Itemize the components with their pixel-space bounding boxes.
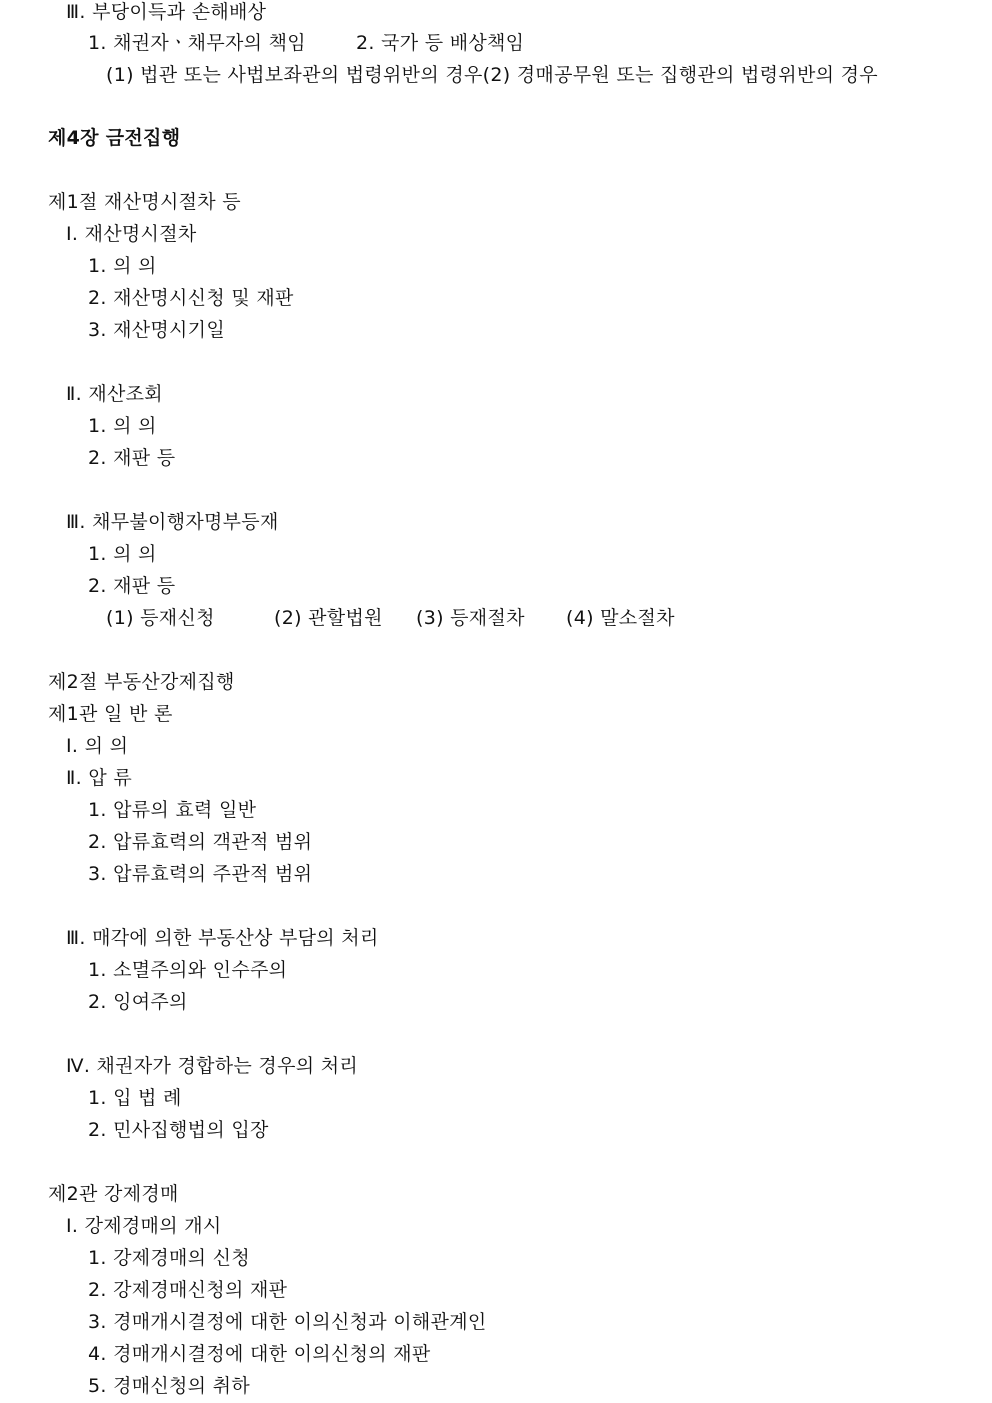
item-seizure-objective-scope: 2. 압류효력의 객관적 범위 (88, 831, 313, 853)
item-seizure-effect-general: 1. 압류의 효력 일반 (88, 799, 257, 821)
heading-meaning: Ⅰ. 의 의 (66, 735, 129, 757)
item-judgment: 2. 재판 등 (88, 447, 176, 469)
item-auction-application-judgment: 2. 강제경매신청의 재판 (88, 1279, 288, 1301)
subitem-judge-violation: (1) 법관 또는 사법보좌관의 법령위반의 경우(2) 경매공무원 또는 집행관의 법령위반의 경우 (106, 64, 878, 86)
heading-seizure: Ⅱ. 압 류 (66, 767, 132, 789)
chapter-title: 제4장 금전집행 (48, 127, 181, 149)
item-extinction-assumption: 1. 소멸주의와 인수주의 (88, 959, 288, 981)
heading-burden-treatment: Ⅲ. 매각에 의한 부동산상 부담의 처리 (66, 927, 379, 949)
heading-defaulter-registry: Ⅲ. 채무불이행자명부등재 (66, 511, 279, 533)
item-auction-application: 1. 강제경매의 신청 (88, 1247, 250, 1269)
item-meaning: 1. 의 의 (88, 415, 157, 437)
item-withdrawal: 5. 경매신청의 취하 (88, 1375, 250, 1397)
item-surplus-principle: 2. 잉여주의 (88, 991, 188, 1013)
item-civil-execution-act-position: 2. 민사집행법의 입장 (88, 1119, 269, 1141)
item-meaning: 1. 의 의 (88, 255, 157, 277)
item-legislative-examples: 1. 입 법 례 (88, 1087, 182, 1109)
item-meaning: 1. 의 의 (88, 543, 157, 565)
heading-asset-disclosure-procedure: Ⅰ. 재산명시절차 (66, 223, 197, 245)
subitem-competent-court: (2) 관할법원 (274, 607, 383, 629)
item-seizure-subjective-scope: 3. 압류효력의 주관적 범위 (88, 863, 313, 885)
subsection-title-general: 제1관 일 반 론 (48, 703, 173, 725)
section-heading-unjust-enrichment: Ⅲ. 부당이득과 손해배상 (66, 1, 267, 23)
heading-asset-inquiry: Ⅱ. 재산조회 (66, 383, 163, 405)
item-objection-judgment: 4. 경매개시결정에 대한 이의신청의 재판 (88, 1343, 431, 1365)
item-creditor-debtor-liability: 1. 채권자ㆍ채무자의 책임 (88, 32, 306, 54)
section-title-real-estate-execution: 제2절 부동산강제집행 (48, 671, 235, 693)
item-judgment: 2. 재판 등 (88, 575, 176, 597)
heading-competing-creditors: Ⅳ. 채권자가 경합하는 경우의 처리 (66, 1055, 359, 1077)
subitem-registration-application: (1) 등재신청 (106, 607, 215, 629)
subitem-registration-procedure: (3) 등재절차 (416, 607, 525, 629)
subitem-deletion-procedure: (4) 말소절차 (566, 607, 675, 629)
section-title-asset-disclosure: 제1절 재산명시절차 등 (48, 191, 241, 213)
item-application-and-judgment: 2. 재산명시신청 및 재판 (88, 287, 294, 309)
item-state-liability: 2. 국가 등 배상책임 (356, 32, 525, 54)
subsection-title-compulsory-auction: 제2관 강제경매 (48, 1183, 179, 1205)
heading-auction-commencement: Ⅰ. 강제경매의 개시 (66, 1215, 222, 1237)
item-disclosure-date: 3. 재산명시기일 (88, 319, 225, 341)
item-objection-interested-parties: 3. 경매개시결정에 대한 이의신청과 이해관계인 (88, 1311, 487, 1333)
